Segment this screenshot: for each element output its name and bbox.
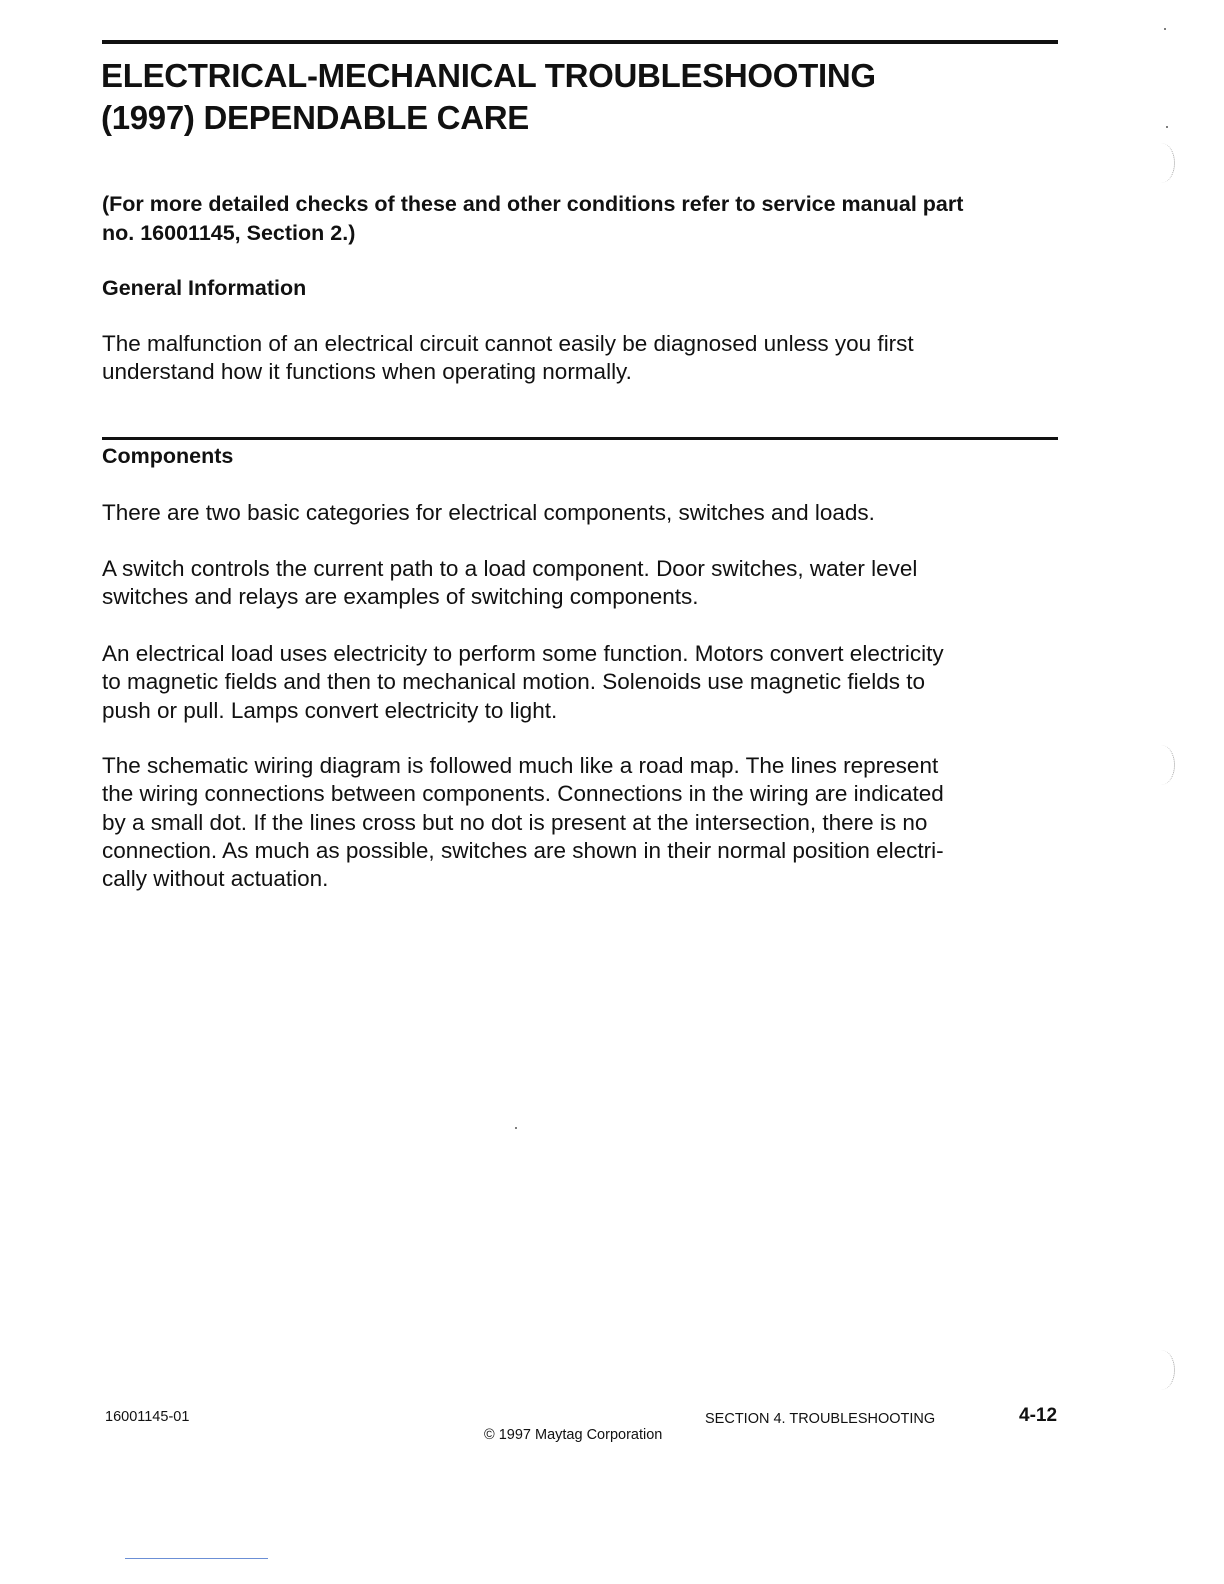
paragraph-line: There are two basic categories for electrical components, switches and loads. — [102, 500, 875, 525]
intro-note-line-2: no. 16001145, Section 2.) — [102, 221, 356, 245]
scan-edge-line — [125, 1558, 268, 1559]
paragraph-line: understand how it functions when operating normally. — [102, 359, 632, 385]
scan-hole-mark — [1148, 745, 1175, 785]
intro-note — [102, 190, 1062, 248]
paragraph-line: A switch controls the current path to a load component. Door switches, water level — [102, 556, 918, 581]
footer-section-label: SECTION 4. TROUBLESHOOTING — [705, 1411, 936, 1427]
title-line-1: ELECTRICAL-MECHANICAL TROUBLESHOOTING — [101, 57, 876, 94]
section-rule — [102, 437, 1058, 440]
general-information-heading: General Information — [102, 276, 307, 300]
footer-doc-number: 16001145-01 — [105, 1409, 190, 1425]
paragraph-line: switches and relays are examples of switching components. — [102, 584, 699, 610]
components-paragraph-schematic — [102, 752, 1072, 893]
scan-speck — [1166, 126, 1168, 128]
paragraph-line: An electrical load uses electricity to perform some function. Motors convert electricity — [102, 641, 944, 666]
title-line-2: (1997) DEPENDABLE CARE — [101, 99, 529, 136]
scan-hole-mark — [1148, 1350, 1175, 1390]
paragraph-line: The malfunction of an electrical circuit cannot easily be diagnosed unless you first — [102, 331, 914, 356]
paragraph-line: push or pull. Lamps convert electricity to light. — [102, 697, 558, 723]
scan-speck — [1164, 28, 1166, 30]
components-paragraph-switch — [102, 555, 1072, 612]
paragraph-line: by a small dot. If the lines cross but no dot is present at the intersection, there is no — [102, 809, 928, 835]
components-paragraph-categories — [102, 499, 1072, 527]
footer-page-number: 4-12 — [1019, 1405, 1058, 1426]
footer-copyright: © 1997 Maytag Corporation — [484, 1427, 663, 1443]
intro-note-line-1: (For more detailed checks of these and other conditions refer to service manual part — [102, 192, 964, 216]
scan-hole-mark — [1148, 143, 1175, 183]
general-information-paragraph — [102, 330, 1072, 387]
paragraph-line: to magnetic fields and then to mechanical motion. Solenoids use magnetic fields to — [102, 669, 925, 695]
page-title — [101, 55, 1101, 139]
paragraph-line: the wiring connections between components. Connections in the wiring are indicated — [102, 781, 944, 807]
top-rule — [102, 40, 1058, 44]
paragraph-line: The schematic wiring diagram is followed much like a road map. The lines represent — [102, 753, 939, 778]
scan-speck — [515, 1127, 517, 1129]
components-heading: Components — [102, 444, 234, 468]
paragraph-line: cally without actuation. — [102, 866, 329, 892]
paragraph-line: connection. As much as possible, switches are shown in their normal position electri- — [102, 837, 944, 863]
components-paragraph-load — [102, 640, 1072, 725]
